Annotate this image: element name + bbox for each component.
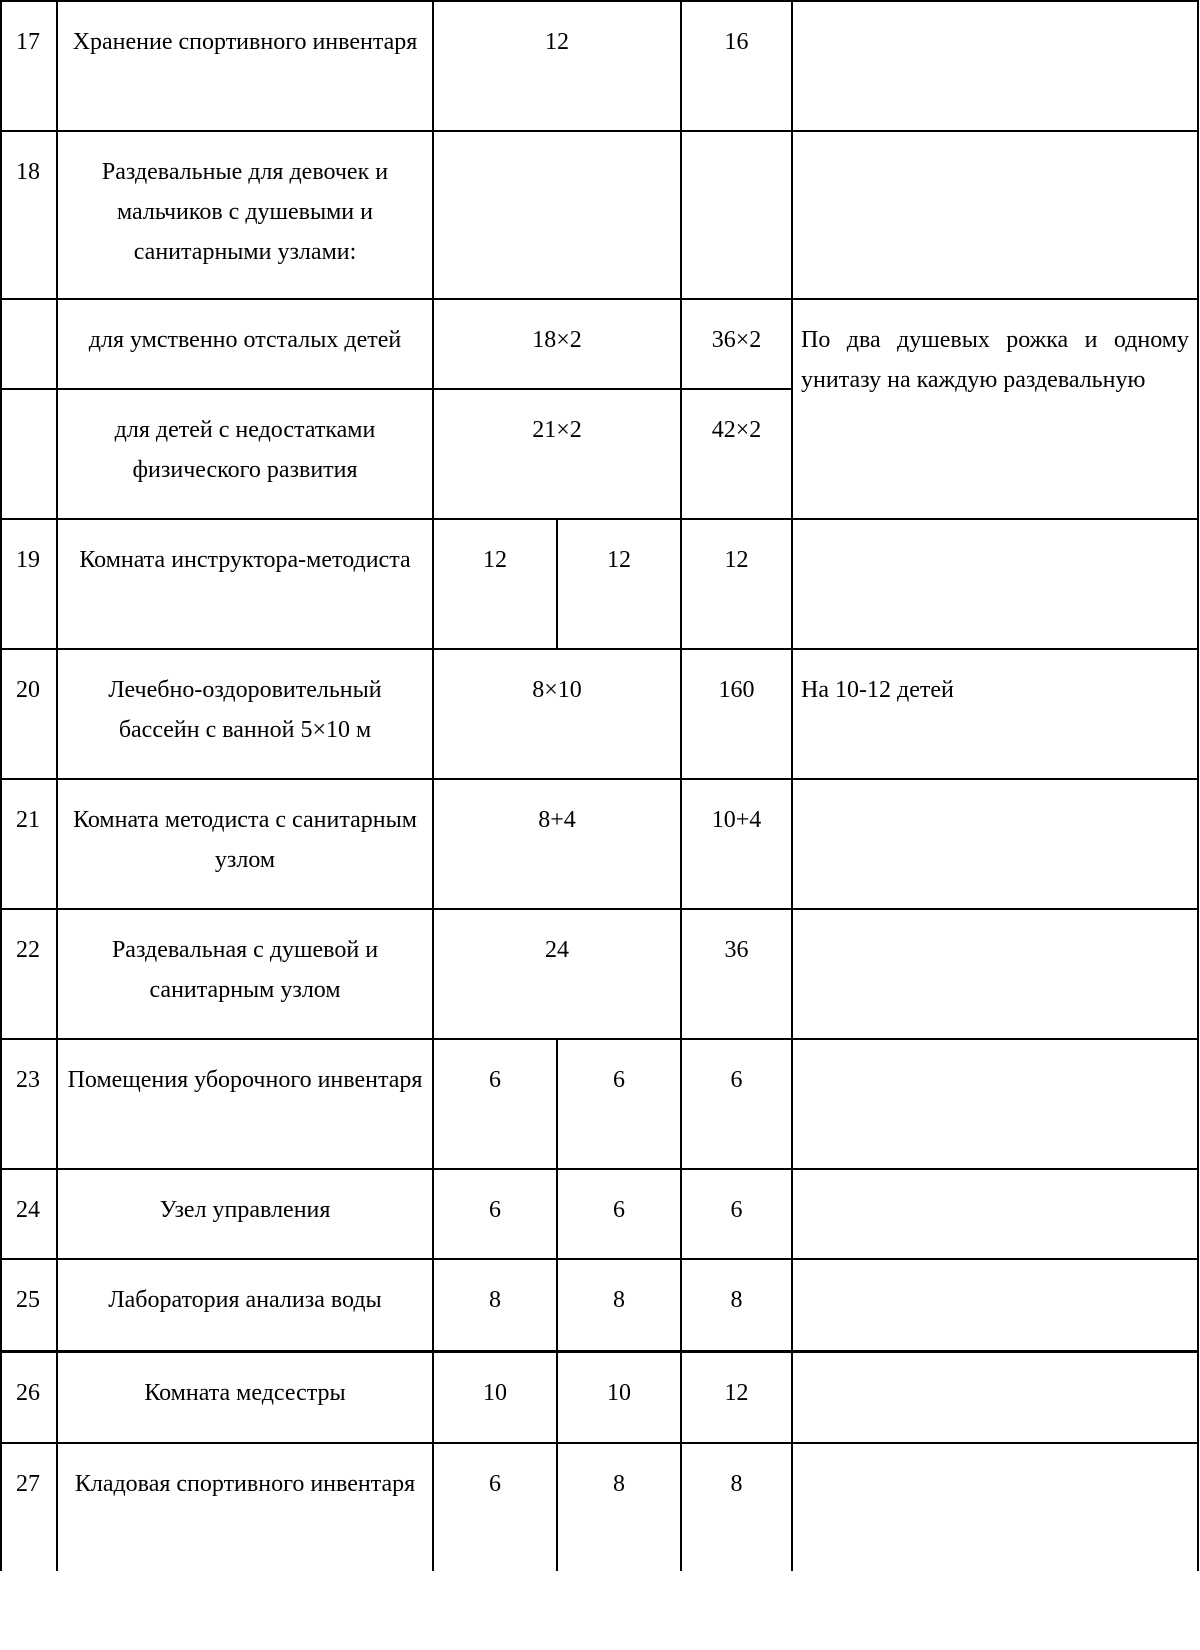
room-name: Раздевальная с душевой и санитарным узлом <box>57 909 433 1039</box>
note-cell <box>792 1351 1198 1443</box>
room-name: Кладовая спортивного инвентаря <box>57 1443 433 1571</box>
room-name: Комната методиста с санитарным узлом <box>57 779 433 909</box>
table-row <box>1 519 1198 649</box>
area-value: 6 <box>433 1039 557 1169</box>
note-cell <box>792 909 1198 1039</box>
room-name: Хранение спортивного инвентаря <box>57 1 433 131</box>
note-cell <box>792 1443 1198 1571</box>
area-value: 6 <box>433 1443 557 1571</box>
area-value: 10+4 <box>681 779 792 909</box>
table-row <box>1 1169 1198 1259</box>
note-cell: На 10-12 детей <box>792 649 1198 779</box>
row-number: 18 <box>1 131 57 299</box>
room-name: для детей с недостатками физического развития <box>57 389 433 519</box>
table-row <box>1 299 1198 389</box>
row-number: 20 <box>1 649 57 779</box>
area-value: 160 <box>681 649 792 779</box>
area-value <box>681 131 792 299</box>
area-value <box>433 131 681 299</box>
area-value: 8 <box>681 1443 792 1571</box>
area-value: 36 <box>681 909 792 1039</box>
area-value: 10 <box>433 1351 557 1443</box>
area-value: 6 <box>681 1039 792 1169</box>
table-row <box>1 909 1198 1039</box>
area-value: 42×2 <box>681 389 792 519</box>
row-number <box>1 299 57 389</box>
area-value: 8 <box>557 1259 681 1351</box>
room-name: Раздевальные для девочек и мальчиков с душевыми и санитарными узлами: <box>57 131 433 299</box>
row-number: 23 <box>1 1039 57 1169</box>
room-name: Узел управления <box>57 1169 433 1259</box>
note-cell <box>792 131 1198 299</box>
table-row <box>1 649 1198 779</box>
room-name: Помещения уборочного инвентаря <box>57 1039 433 1169</box>
room-name: для умственно отсталых детей <box>57 299 433 389</box>
area-value: 6 <box>433 1169 557 1259</box>
row-number: 25 <box>1 1259 57 1351</box>
area-value: 6 <box>557 1169 681 1259</box>
area-value: 12 <box>681 519 792 649</box>
table-row <box>1 131 1198 299</box>
room-name: Комната медсестры <box>57 1351 433 1443</box>
row-number <box>1 389 57 519</box>
area-value: 8+4 <box>433 779 681 909</box>
area-value: 12 <box>557 519 681 649</box>
area-value: 8 <box>557 1443 681 1571</box>
note-cell <box>792 1 1198 131</box>
room-name: Лаборатория анализа воды <box>57 1259 433 1351</box>
row-number: 21 <box>1 779 57 909</box>
row-number: 19 <box>1 519 57 649</box>
table-row <box>1 779 1198 909</box>
table-row <box>1 1 1198 131</box>
area-value: 10 <box>557 1351 681 1443</box>
note-cell <box>792 1039 1198 1169</box>
area-value: 6 <box>681 1169 792 1259</box>
table-row <box>1 1259 1198 1351</box>
room-name: Комната инструктора-методиста <box>57 519 433 649</box>
area-value: 36×2 <box>681 299 792 389</box>
note-cell <box>792 1259 1198 1351</box>
row-number: 17 <box>1 1 57 131</box>
note-cell: По два душевых рожка и одному унитазу на каждую раздевальную <box>792 299 1198 519</box>
row-number: 26 <box>1 1351 57 1443</box>
row-number: 24 <box>1 1169 57 1259</box>
area-value: 24 <box>433 909 681 1039</box>
area-value: 16 <box>681 1 792 131</box>
area-value: 8 <box>433 1259 557 1351</box>
area-value: 21×2 <box>433 389 681 519</box>
area-value: 12 <box>681 1351 792 1443</box>
area-value: 12 <box>433 1 681 131</box>
row-number: 27 <box>1 1443 57 1571</box>
area-value: 12 <box>433 519 557 649</box>
area-value: 8×10 <box>433 649 681 779</box>
area-value: 18×2 <box>433 299 681 389</box>
note-cell <box>792 519 1198 649</box>
area-value: 8 <box>681 1259 792 1351</box>
note-cell <box>792 779 1198 909</box>
table-row <box>1 1443 1198 1571</box>
area-value: 6 <box>557 1039 681 1169</box>
table-row <box>1 1351 1198 1443</box>
note-cell <box>792 1169 1198 1259</box>
room-name: Лечебно-оздоровительный бассейн с ванной 5×10 м <box>57 649 433 779</box>
row-number: 22 <box>1 909 57 1039</box>
table-row <box>1 1039 1198 1169</box>
